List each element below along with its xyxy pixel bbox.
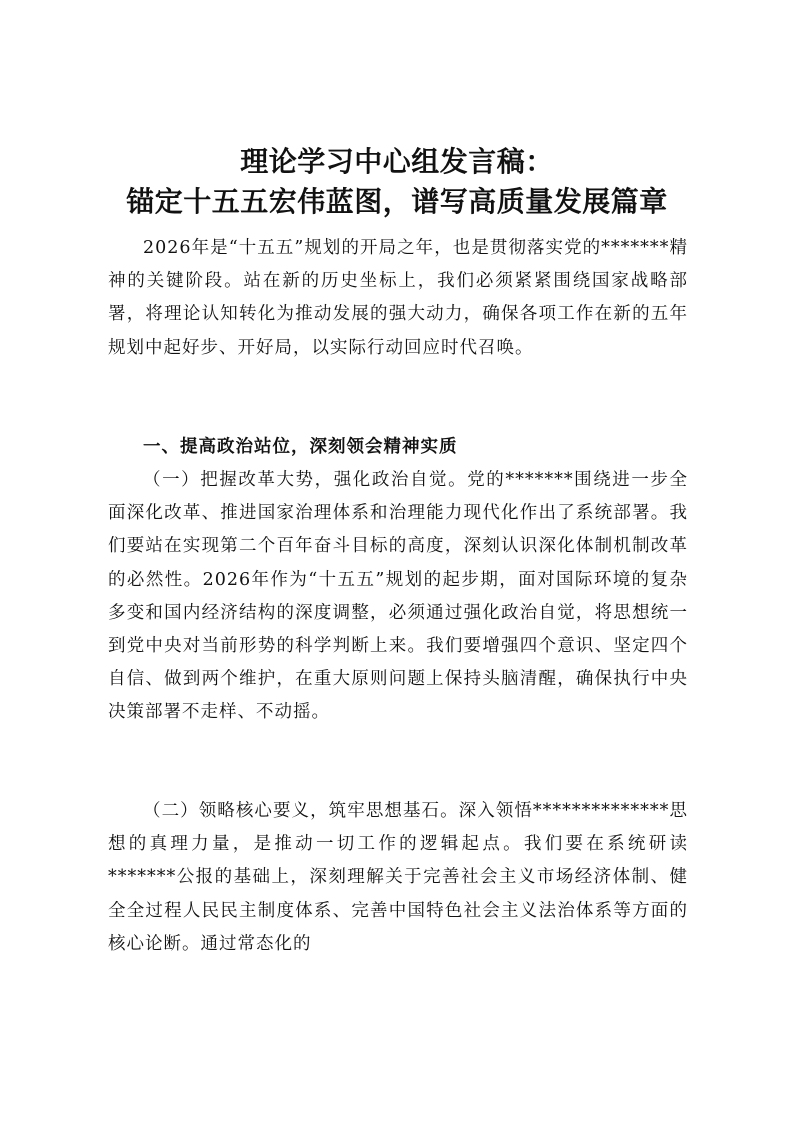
intro-paragraph: 2026年是“十五五”规划的开局之年，也是贯彻落实党的*******精神的关键阶段。站在新的历史坐标上，我们必须紧紧围绕国家战略部署，将理论认知转化为推动发展的强大动力，确保各项工作在新的五年规划中起好步、开好局，以实际行动回应时代召唤。 [108,238,688,358]
paragraph-1: （一）把握改革大势，强化政治自觉。党的*******围绕进一步全面深化改革、推进国家治理体系和治理能力现代化作出了系统部署。我们要站在实现第二个百年奋斗目标的高度，深刻认识深化体制机制改革的必然性。2026年作为“十五五”规划的起步期，面对国际环境的复杂多变和国内经济结构的深度调整，必须通过强化政治自觉，将思想统一到党中央对当前形势的科学判断上来。我们要增强四个意识、坚定四个自信、做到两个维护，在重大原则问题上保持头脑清醒，确保执行中央决策部署不走样、不动摇。 [108,470,688,723]
paragraph-2: （二）领略核心要义，筑牢思想基石。深入领悟**************思想的真理力量，是推动一切工作的逻辑起点。我们要在系统研读*******公报的基础上，深刻理解关于完善社会主义市场经济体制、健全全过程人民民主制度体系、完善中国特色社会主义法治体系等方面的核心论断。通过常态化的 [108,801,688,954]
document-title-line-1: 理论学习中心组发言稿： [240,145,554,178]
section-heading-1: 一、提高政治站位，深刻领会精神实质 [143,437,458,457]
document-title-line-2: 锚定十五五宏伟蓝图，谱写高质量发展篇章 [126,185,668,218]
